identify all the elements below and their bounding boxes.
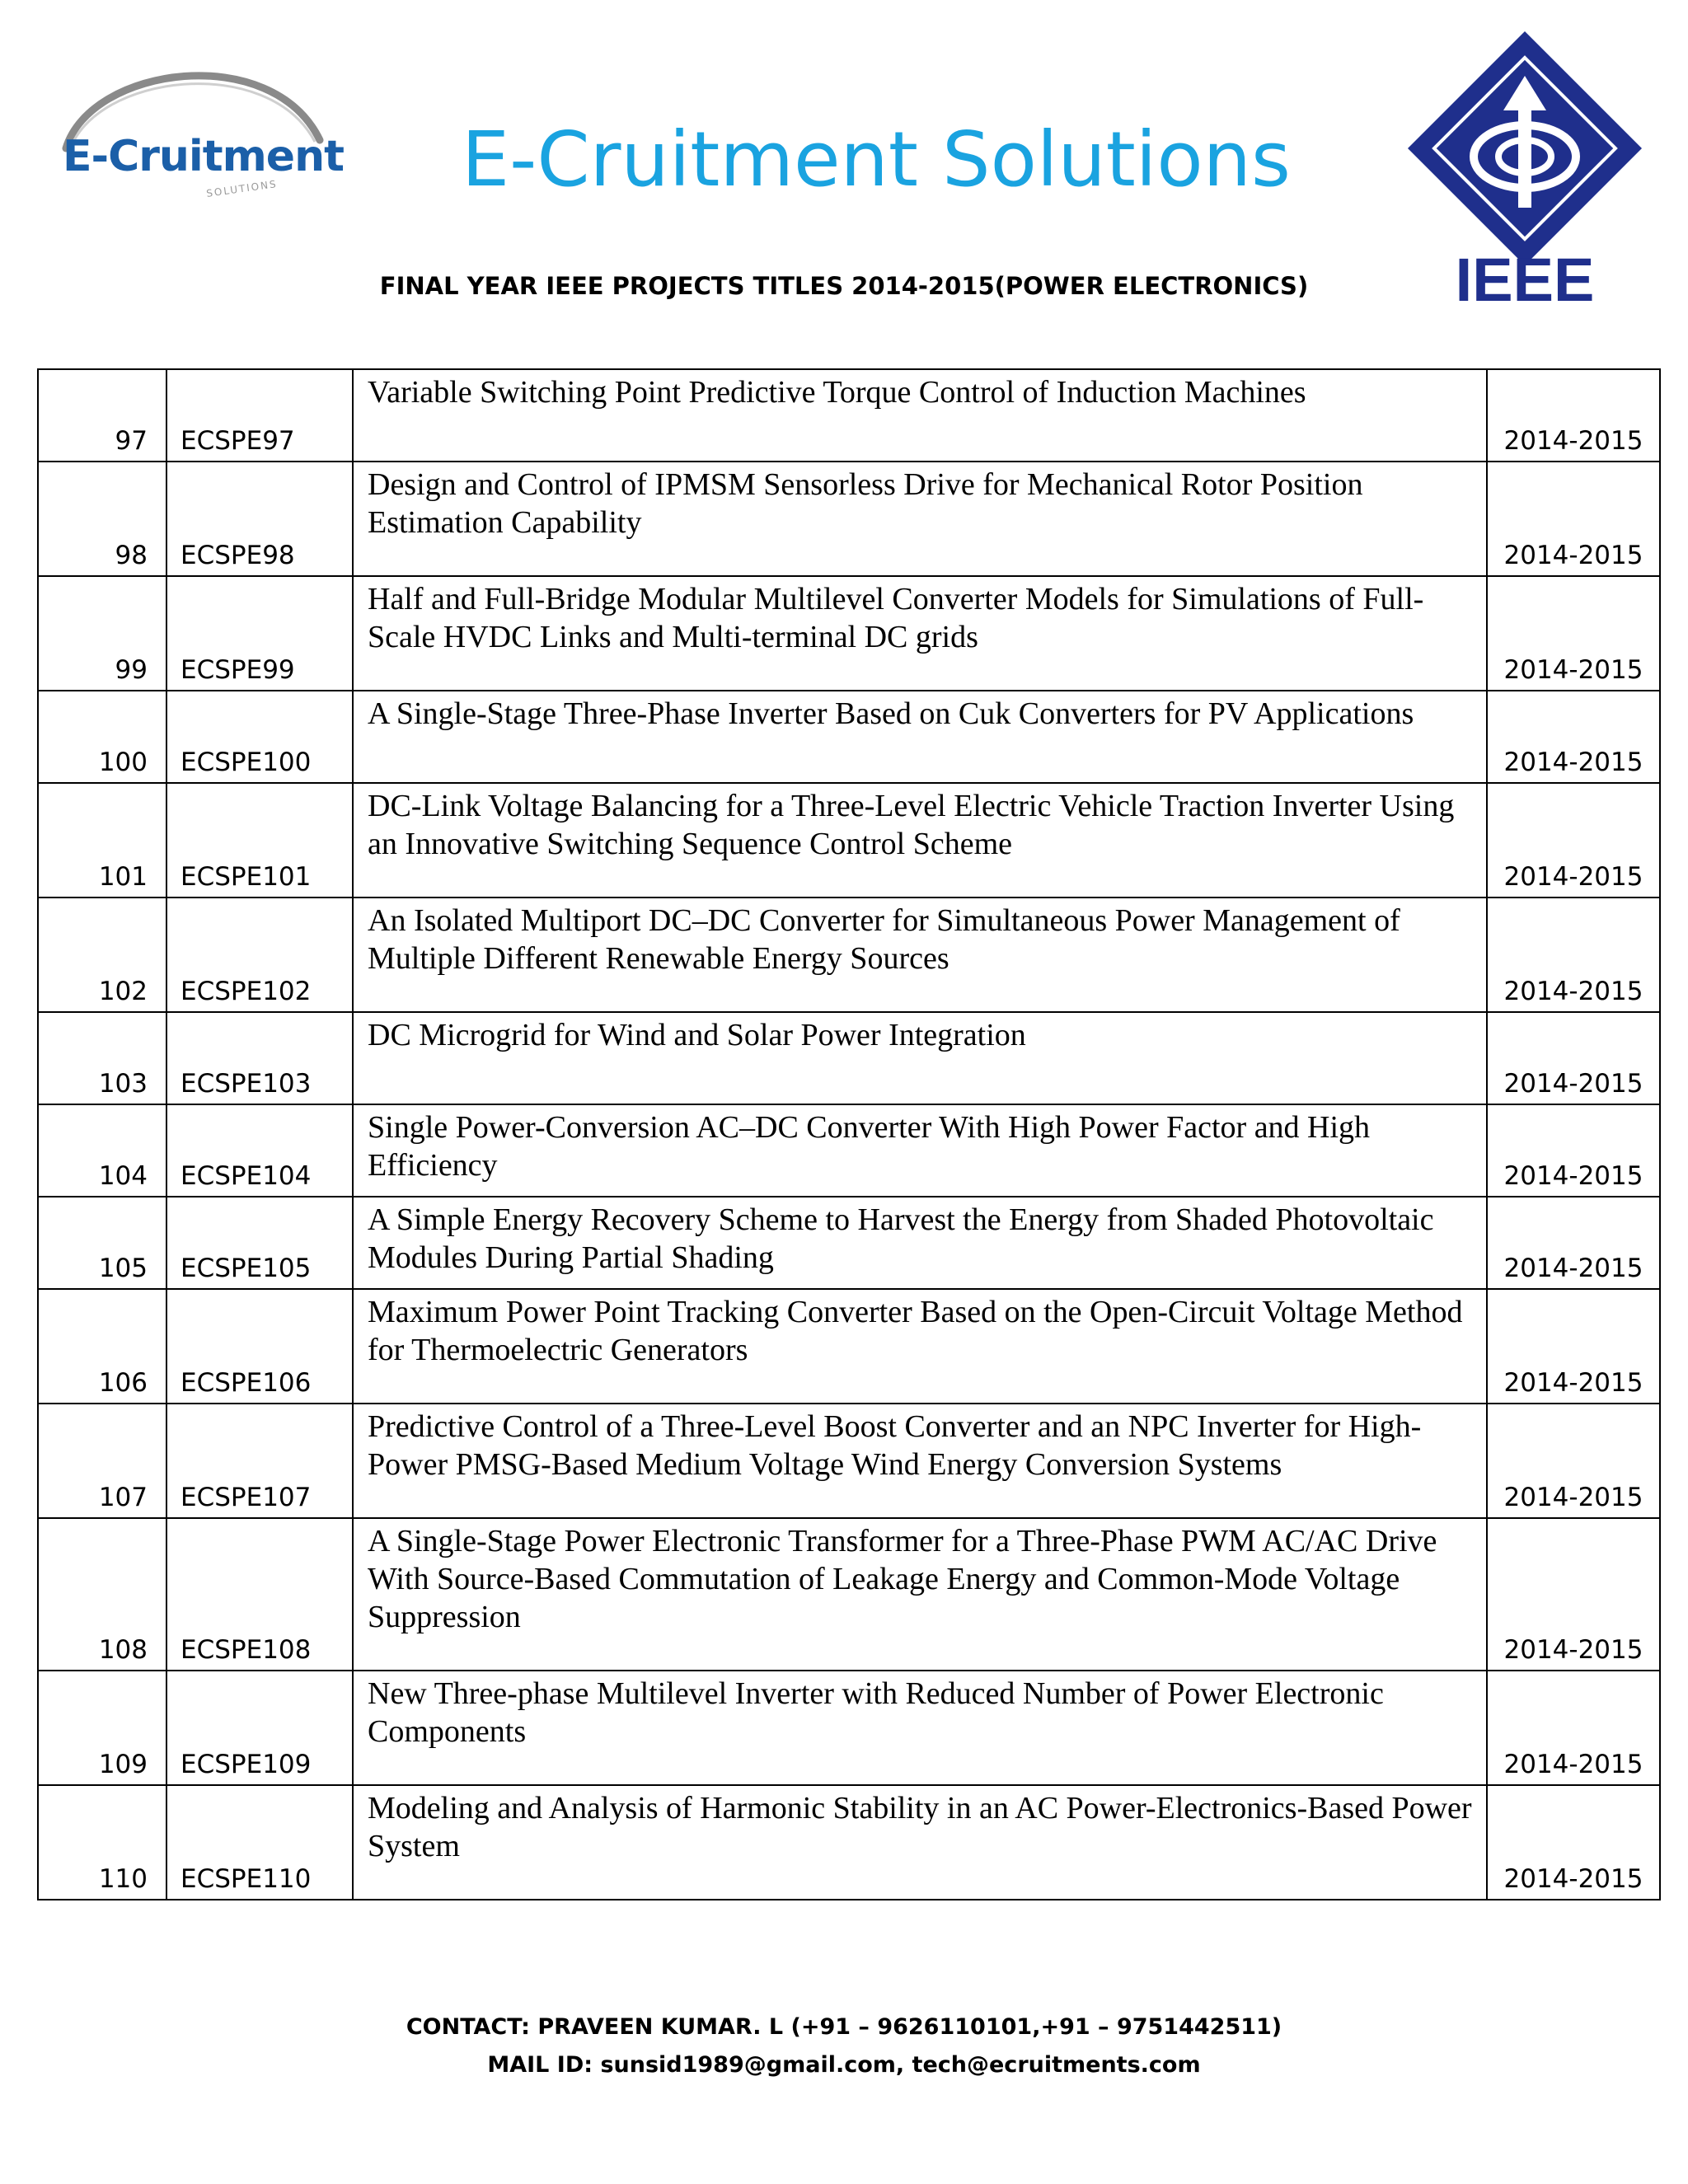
project-title: An Isolated Multiport DC–DC Converter for Simultaneous Power Management of Multiple Different Renewable Energy Sources bbox=[353, 898, 1487, 1012]
project-number: 103 bbox=[38, 1012, 166, 1104]
table-row bbox=[38, 783, 1660, 898]
project-code: ECSPE99 bbox=[166, 576, 353, 691]
table-row bbox=[38, 1289, 1660, 1404]
project-year: 2014-2015 bbox=[1487, 1197, 1660, 1289]
project-year: 2014-2015 bbox=[1487, 1785, 1660, 1900]
project-code: ECSPE100 bbox=[166, 691, 353, 783]
ieee-logo bbox=[1401, 25, 1648, 305]
project-code: ECSPE106 bbox=[166, 1289, 353, 1404]
project-code: ECSPE98 bbox=[166, 462, 353, 576]
project-title: New Three-phase Multilevel Inverter with Reduced Number of Power Electronic Components bbox=[353, 1671, 1487, 1785]
project-number: 104 bbox=[38, 1104, 166, 1197]
project-title: Single Power-Conversion AC–DC Converter With High Power Factor and High Efficiency bbox=[353, 1104, 1487, 1197]
table-row bbox=[38, 691, 1660, 783]
project-code: ECSPE109 bbox=[166, 1671, 353, 1785]
table-row bbox=[38, 1518, 1660, 1671]
project-year: 2014-2015 bbox=[1487, 1404, 1660, 1518]
project-number: 97 bbox=[38, 369, 166, 462]
project-number: 100 bbox=[38, 691, 166, 783]
project-code: ECSPE102 bbox=[166, 898, 353, 1012]
logo-wordmark: E-Cruitment bbox=[63, 132, 344, 181]
table-row bbox=[38, 1785, 1660, 1900]
project-year: 2014-2015 bbox=[1487, 1104, 1660, 1197]
project-title: DC-Link Voltage Balancing for a Three-Level Electric Vehicle Traction Inverter Using an Innovative Switching Sequence Control Scheme bbox=[353, 783, 1487, 898]
project-number: 108 bbox=[38, 1518, 166, 1671]
project-code: ECSPE97 bbox=[166, 369, 353, 462]
project-code: ECSPE110 bbox=[166, 1785, 353, 1900]
project-number: 110 bbox=[38, 1785, 166, 1900]
project-year: 2014-2015 bbox=[1487, 1289, 1660, 1404]
project-year: 2014-2015 bbox=[1487, 1012, 1660, 1104]
ieee-diamond-icon bbox=[1408, 31, 1642, 265]
project-year: 2014-2015 bbox=[1487, 691, 1660, 783]
project-year: 2014-2015 bbox=[1487, 783, 1660, 898]
brand-title: E-Cruitment Solutions bbox=[462, 115, 1291, 204]
table-row bbox=[38, 898, 1660, 1012]
project-title: Maximum Power Point Tracking Converter Based on the Open-Circuit Voltage Method for Thermoelectric Generators bbox=[353, 1289, 1487, 1404]
document-title: FINAL YEAR IEEE PROJECTS TITLES 2014-2015(POWER ELECTRONICS) bbox=[379, 272, 1309, 300]
project-code: ECSPE105 bbox=[166, 1197, 353, 1289]
project-year: 2014-2015 bbox=[1487, 576, 1660, 691]
project-year: 2014-2015 bbox=[1487, 898, 1660, 1012]
project-title: A Single-Stage Power Electronic Transformer for a Three-Phase PWM AC/AC Drive With Source-Based Commutation of Leakage Energy and Common-Mode Voltage Suppression bbox=[353, 1518, 1487, 1671]
mail-line: MAIL ID: sunsid1989@gmail.com, tech@ecruitments.com bbox=[487, 2052, 1201, 2078]
contact-line: CONTACT: PRAVEEN KUMAR. L (+91 – 9626110101,+91 – 9751442511) bbox=[406, 2014, 1282, 2040]
table-row bbox=[38, 576, 1660, 691]
project-title: DC Microgrid for Wind and Solar Power Integration bbox=[353, 1012, 1487, 1104]
project-title: Predictive Control of a Three-Level Boost Converter and an NPC Inverter for High-Power PMSG-Based Medium Voltage Wind Energy Conversion Systems bbox=[353, 1404, 1487, 1518]
ieee-wordmark: IEEE bbox=[1455, 246, 1595, 305]
project-number: 105 bbox=[38, 1197, 166, 1289]
table-row bbox=[38, 1104, 1660, 1197]
project-number: 101 bbox=[38, 783, 166, 898]
project-year: 2014-2015 bbox=[1487, 1671, 1660, 1785]
logo-subtext: SOLUTIONS bbox=[205, 178, 279, 199]
table-row bbox=[38, 1671, 1660, 1785]
e-cruitment-logo bbox=[58, 49, 344, 214]
project-code: ECSPE101 bbox=[166, 783, 353, 898]
project-year: 2014-2015 bbox=[1487, 1518, 1660, 1671]
table-row bbox=[38, 462, 1660, 576]
table-row bbox=[38, 369, 1660, 462]
project-title: Variable Switching Point Predictive Torque Control of Induction Machines bbox=[353, 369, 1487, 462]
project-title: Modeling and Analysis of Harmonic Stability in an AC Power-Electronics-Based Power System bbox=[353, 1785, 1487, 1900]
project-code: ECSPE107 bbox=[166, 1404, 353, 1518]
project-number: 107 bbox=[38, 1404, 166, 1518]
project-number: 109 bbox=[38, 1671, 166, 1785]
project-number: 102 bbox=[38, 898, 166, 1012]
contact-footer bbox=[0, 2008, 1688, 2084]
project-title: Half and Full-Bridge Modular Multilevel Converter Models for Simulations of Full-Scale HVDC Links and Multi-terminal DC grids bbox=[353, 576, 1487, 691]
project-year: 2014-2015 bbox=[1487, 462, 1660, 576]
project-code: ECSPE104 bbox=[166, 1104, 353, 1197]
project-code: ECSPE103 bbox=[166, 1012, 353, 1104]
project-year: 2014-2015 bbox=[1487, 369, 1660, 462]
project-number: 98 bbox=[38, 462, 166, 576]
project-code: ECSPE108 bbox=[166, 1518, 353, 1671]
table-row bbox=[38, 1012, 1660, 1104]
project-number: 99 bbox=[38, 576, 166, 691]
project-number: 106 bbox=[38, 1289, 166, 1404]
table-row bbox=[38, 1197, 1660, 1289]
project-title: Design and Control of IPMSM Sensorless Drive for Mechanical Rotor Position Estimation Capability bbox=[353, 462, 1487, 576]
project-title: A Simple Energy Recovery Scheme to Harvest the Energy from Shaded Photovoltaic Modules During Partial Shading bbox=[353, 1197, 1487, 1289]
projects-table bbox=[37, 368, 1661, 1900]
table-row bbox=[38, 1404, 1660, 1518]
project-title: A Single-Stage Three-Phase Inverter Based on Cuk Converters for PV Applications bbox=[353, 691, 1487, 783]
